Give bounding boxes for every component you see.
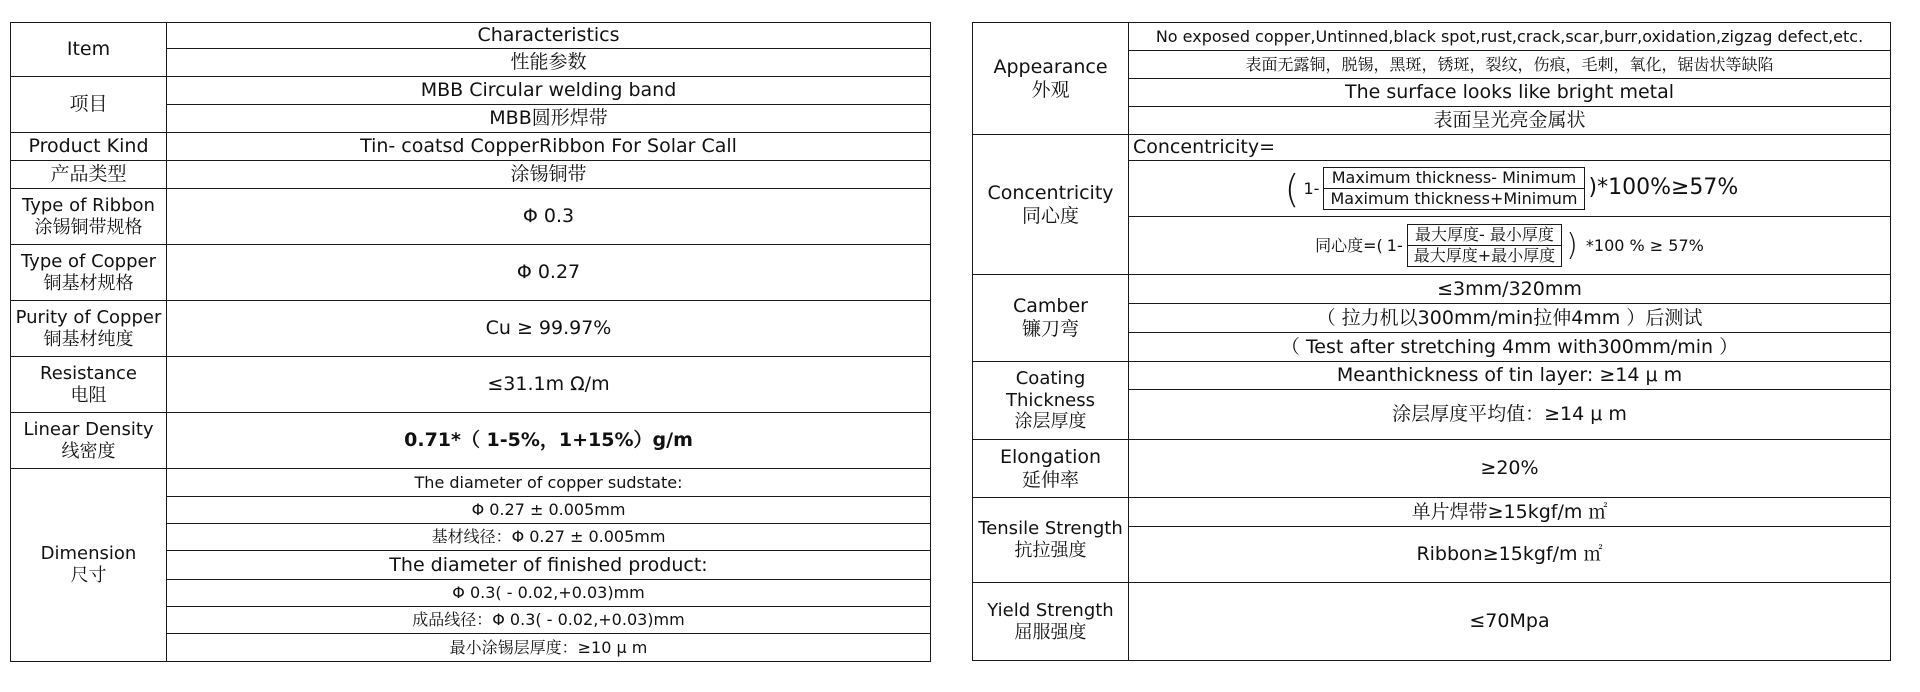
linear-density-value: 0.71*（ 1-5%，1+15%）g/m — [167, 413, 931, 469]
dimension-row: 最小涂锡层厚度：≥10 μ m — [167, 634, 931, 662]
resistance-label: Resistance 电阻 — [11, 357, 167, 413]
left-spec-table — [10, 22, 931, 662]
elongation-label: Elongation 延伸率 — [973, 440, 1129, 498]
camber-label: Camber 镰刀弯 — [973, 275, 1129, 362]
product-kind-label: Product Kind — [11, 133, 167, 161]
resistance-value: ≤31.1m Ω/m — [167, 357, 931, 413]
ribbon-type-value: Φ 0.3 — [167, 189, 931, 245]
concentricity-formula: ( 1- $\frac{\text{Maximum thickness- Minimum}}{\text{Maximum thickness+Minimum}}$ )*100%≥57% — [1129, 161, 1891, 217]
yield-strength-label: Yield Strength 屈服强度 — [973, 583, 1129, 661]
product-kind-label-cn: 产品类型 — [11, 161, 167, 189]
coating-row: Meanthickness of tin layer: ≥14 μ m — [1129, 362, 1891, 390]
appearance-row: The surface looks like bright metal — [1129, 79, 1891, 107]
item-header-cn: 项目 — [11, 77, 167, 133]
tensile-row: Ribbon≥15kgf/m ㎡ — [1129, 527, 1891, 583]
characteristics-header-cn: 性能参数 — [167, 49, 931, 77]
copper-type-label: Type of Copper 铜基材规格 — [11, 245, 167, 301]
dimension-row: The diameter of finished product: — [167, 551, 931, 580]
dimension-row: 基材线径：Φ 0.27 ± 0.005mm — [167, 524, 931, 551]
concentricity-formula-cn: 同心度=( 1- $\frac{\text{最大厚度- 最小厚度}}{\text{最大厚度+最小厚度}}$ ) *100 % ≥ 57% — [1129, 217, 1891, 275]
yield-strength-value: ≤70Mpa — [1129, 583, 1891, 661]
tensile-row: 单片焊带≥15kgf/m ㎡ — [1129, 498, 1891, 527]
concentricity-title: Concentricity= — [1129, 135, 1891, 161]
characteristics-header: Characteristics — [167, 23, 931, 49]
right-spec-table — [972, 22, 1891, 661]
coating-row: 涂层厚度平均值：≥14 μ m — [1129, 390, 1891, 440]
dimension-row: Φ 0.3( - 0.02,+0.03)mm — [167, 580, 931, 607]
dimension-row: Φ 0.27 ± 0.005mm — [167, 497, 931, 524]
dimension-row: 成品线径：Φ 0.3( - 0.02,+0.03)mm — [167, 607, 931, 634]
appearance-row: 表面无露铜，脱锡，黑斑，锈斑，裂纹，伤痕，毛刺，氧化，锯齿状等缺陷 — [1129, 51, 1891, 79]
product-kind-value: Tin- coatsd CopperRibbon For Solar Call — [167, 133, 931, 161]
camber-row: （ 拉力机以300mm/min拉伸4mm ）后测试 — [1129, 304, 1891, 333]
copper-purity-label: Purity of Copper 铜基材纯度 — [11, 301, 167, 357]
open-paren: ( — [1284, 166, 1300, 211]
linear-density-label: Linear Density 线密度 — [11, 413, 167, 469]
dimension-row: The diameter of copper sudstate: — [167, 469, 931, 497]
copper-type-value: Φ 0.27 — [167, 245, 931, 301]
product-name: MBB Circular welding band — [167, 77, 931, 105]
concentricity-fraction-cn: $\frac{\text{最大厚度- 最小厚度}}{\text{最大厚度+最小厚度}}$ — [1407, 224, 1562, 266]
copper-purity-value: Cu ≥ 99.97% — [167, 301, 931, 357]
camber-row: （ Test after stretching 4mm with300mm/min ） — [1129, 333, 1891, 362]
concentricity-label: Concentricity 同心度 — [973, 135, 1129, 275]
appearance-row: No exposed copper,Untinned,black spot,rust,crack,scar,burr,oxidation,zigzag defect,etc. — [1129, 23, 1891, 51]
appearance-row: 表面呈光亮金属状 — [1129, 107, 1891, 135]
item-header: Item — [11, 23, 167, 77]
product-name-cn: MBB圆形焊带 — [167, 105, 931, 133]
coating-thickness-label: Coating Thickness 涂层厚度 — [973, 362, 1129, 440]
elongation-value: ≥20% — [1129, 440, 1891, 498]
concentricity-fraction: $\frac{\text{Maximum thickness- Minimum}}{\text{Maximum thickness+Minimum}}$ — [1323, 167, 1584, 209]
camber-row: ≤3mm/320mm — [1129, 275, 1891, 304]
product-kind-value-cn: 涂锡铜带 — [167, 161, 931, 189]
appearance-label: Appearance 外观 — [973, 23, 1129, 135]
ribbon-type-label: Type of Ribbon 涂锡铜带规格 — [11, 189, 167, 245]
dimension-label: Dimension 尺寸 — [11, 469, 167, 662]
tensile-strength-label: Tensile Strength 抗拉强度 — [973, 498, 1129, 583]
